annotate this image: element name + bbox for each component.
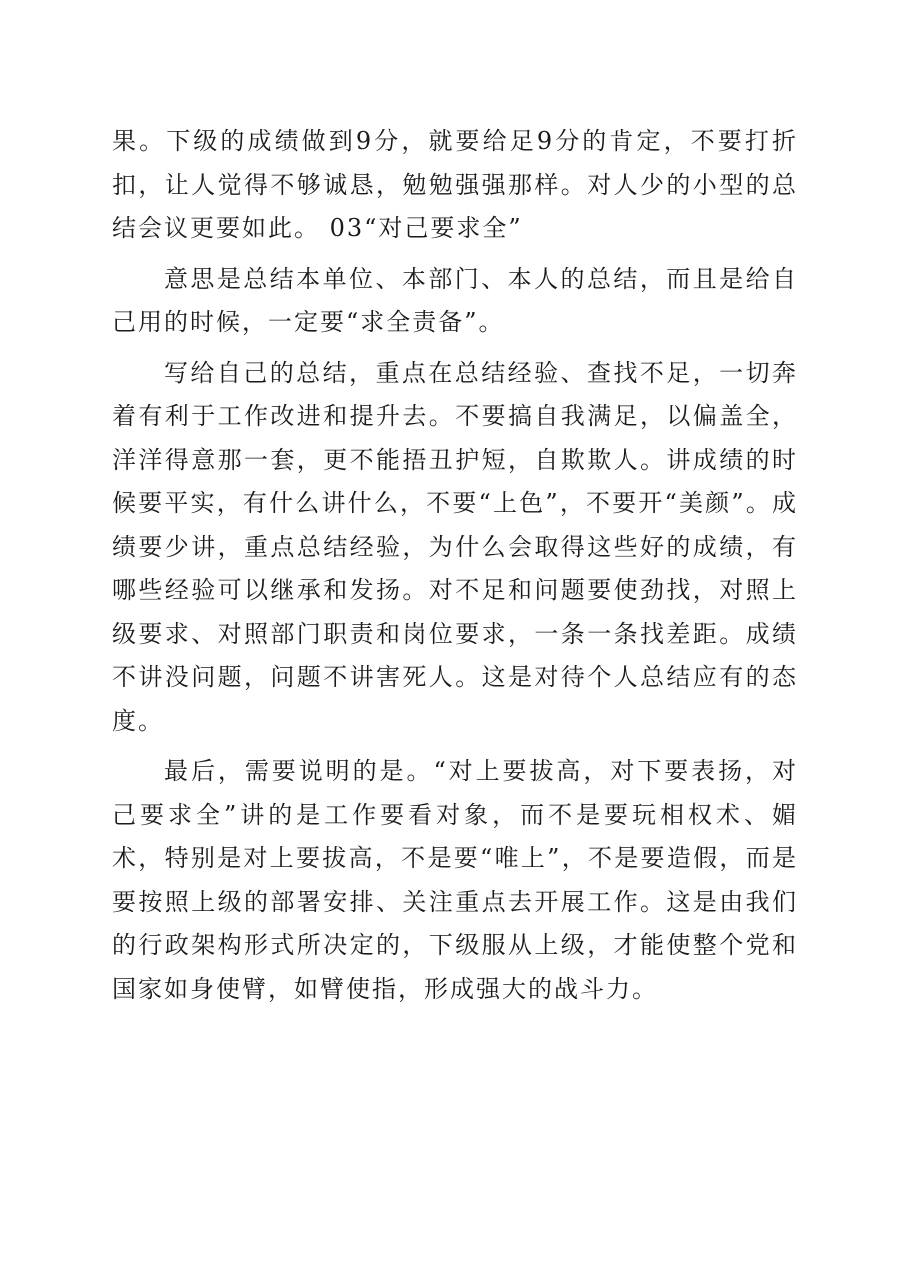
document-body: [112, 120, 798, 1018]
paragraph: 最后，需要说明的是。“对上要拔高，对下要表扬，对己要求全”讲的是工作要看对象，而不是要玩相权术、媚术，特别是对上要拔高，不是要“唯上”，不是要造假，而是要按照上级的部署安排、关注重点去开展工作。这是由我们的行政架构形式所决定的，下级服从上级，才能使整个党和国家如身使臂，如臂使指，形成强大的战斗力。: [112, 757, 798, 1003]
paragraph: 意思是总结本单位、本部门、本人的总结，而且是给自己用的时候，一定要“求全责备”。: [112, 264, 798, 336]
paragraph-continuation: 果。下级的成绩做到9分，就要给足9分的肯定，不要打折扣，让人觉得不够诚恳，勉勉强强那样。对人少的小型的总结会议更要如此。 03“对己要求全”: [112, 127, 798, 242]
paragraph: 写给自己的总结，重点在总结经验、查找不足，一切奔着有利于工作改进和提升去。不要搞自我满足，以偏盖全，洋洋得意那一套，更不能捂丑护短，自欺欺人。讲成绩的时候要平实，有什么讲什么，不要“上色”，不要开“美颜”。成绩要少讲，重点总结经验，为什么会取得这些好的成绩，有哪些经验可以继承和发扬。对不足和问题要使劲找，对照上级要求、对照部门职责和岗位要求，一条一条找差距。成绩不讲没问题，问题不讲害死人。这是对待个人总结应有的态度。: [112, 358, 798, 735]
